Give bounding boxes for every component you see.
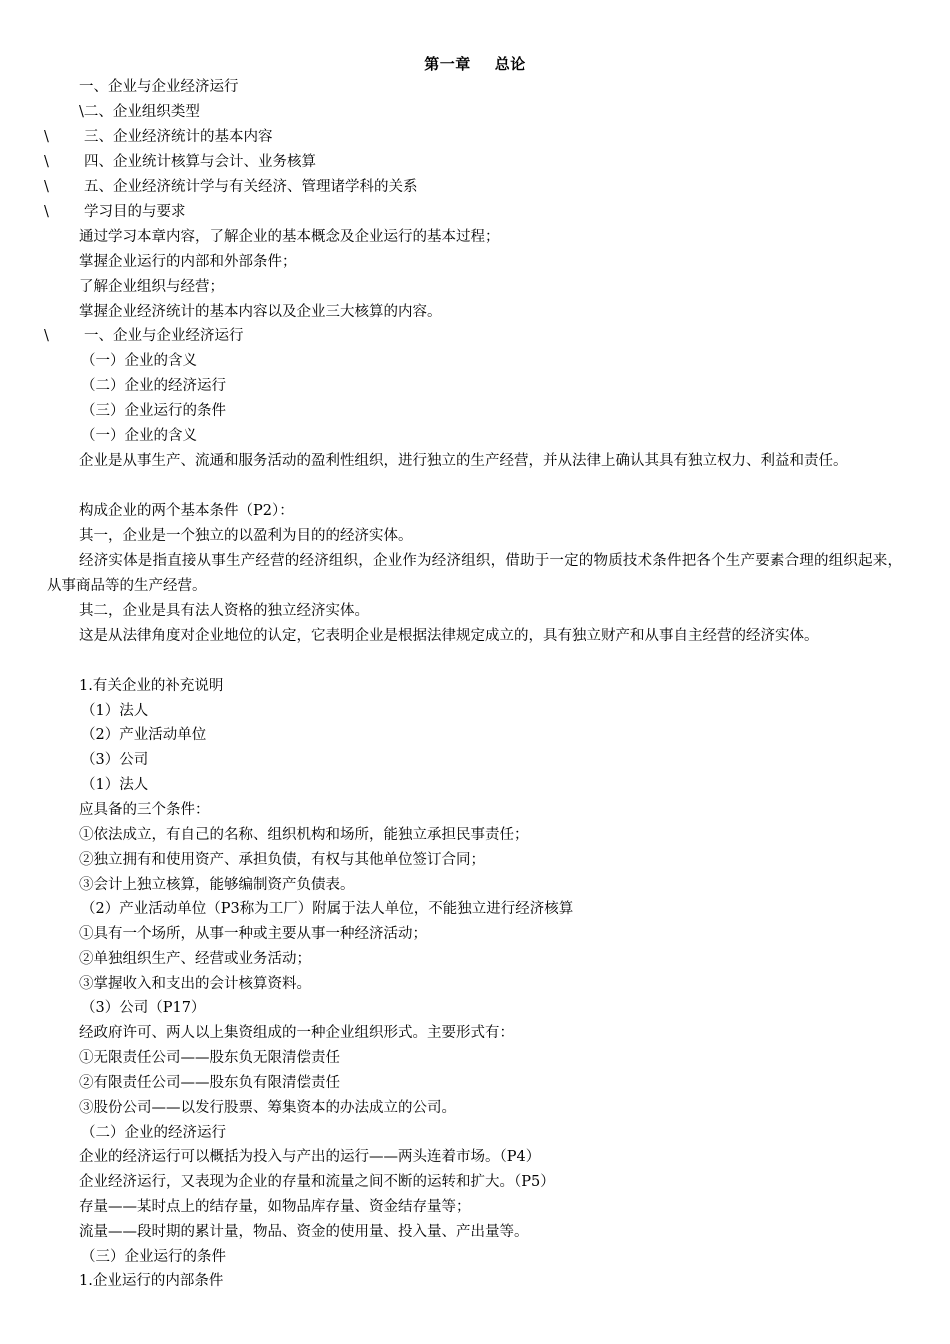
condition-one: 其一，企业是一个独立的以盈利为目的的经济实体。	[79, 528, 413, 544]
supplement-item: （3）公司	[81, 752, 149, 768]
company-heading: （3）公司（P17）	[81, 1000, 206, 1016]
conditions-intro: 构成企业的两个基本条件（P2）：	[79, 503, 294, 519]
goal-line: 掌握企业经济统计的基本内容以及企业三大核算的内容。	[79, 304, 442, 320]
operation-heading: （二）企业的经济运行	[81, 1125, 226, 1141]
stray-backslash: \	[44, 204, 49, 220]
legal-condition: ①依法成立，有自己的名称、组织机构和场所，能独立承担民事责任；	[79, 827, 529, 843]
stray-backslash: \	[44, 328, 49, 344]
legal-condition: ③会计上独立核算，能够编制资产负债表。	[79, 877, 355, 893]
section-heading: 一、企业与企业经济运行	[84, 328, 244, 344]
chapter-title	[0, 52, 950, 76]
run-conditions-heading: （三）企业运行的条件	[81, 1249, 226, 1265]
chapter-number: 第一章	[424, 55, 471, 73]
subsection-item: （二）企业的经济运行	[81, 378, 226, 394]
company-type: ①无限责任公司——股东负无限清偿责任	[79, 1050, 340, 1066]
internal-conditions-heading: 1.企业运行的内部条件	[79, 1273, 224, 1289]
supplement-item: （1）法人	[81, 703, 149, 719]
goal-line: 通过学习本章内容，了解企业的基本概念及企业运行的基本过程；	[79, 229, 500, 245]
activity-unit-item: ①具有一个场所，从事一种或主要从事一种经济活动；	[79, 926, 427, 942]
condition-two: 其二，企业是具有法人资格的独立经济实体。	[79, 603, 369, 619]
stray-backslash: \	[44, 179, 49, 195]
legal-condition: ②独立拥有和使用资产、承担负债，有权与其他单位签订合同；	[79, 852, 485, 868]
subsection-item: （一）企业的含义	[81, 353, 197, 369]
toc-item-3: 三、企业经济统计的基本内容	[84, 129, 273, 145]
economic-entity-paragraph: 经济实体是指直接从事生产经营的经济组织，企业作为经济组织，借助于一定的物质技术条件把各个生产要素合理的组织起来，从事商品等的生产经营。	[47, 553, 902, 594]
goal-line: 掌握企业运行的内部和外部条件；	[79, 254, 297, 270]
activity-unit-item: ③掌握收入和支出的会计核算资料。	[79, 976, 311, 992]
toc-item-2: \二、企业组织类型	[79, 104, 200, 120]
definition-paragraph: 企业是从事生产、流通和服务活动的盈利性组织，进行独立的生产经营，并从法律上确认其具有独立权力、利益和责任。	[79, 453, 848, 469]
legal-person-heading: （1）法人	[81, 777, 149, 793]
operation-line: 流量——段时期的累计量，物品、资金的使用量、投入量、产出量等。	[79, 1224, 529, 1240]
subsection-heading: （一）企业的含义	[81, 428, 197, 444]
toc-item-1: 一、企业与企业经济运行	[79, 79, 239, 95]
activity-unit-heading: （2）产业活动单位（P3称为工厂）附属于法人单位，不能独立进行经济核算	[81, 901, 574, 917]
toc-item-4: 四、企业统计核算与会计、业务核算	[84, 154, 316, 170]
company-type: ③股份公司——以发行股票、筹集资本的办法成立的公司。	[79, 1100, 456, 1116]
activity-unit-item: ②单独组织生产、经营或业务活动；	[79, 951, 311, 967]
supplement-heading: 1.有关企业的补充说明	[79, 678, 224, 694]
operation-line: 企业经济运行，又表现为企业的存量和流量之间不断的运转和扩大。（P5）	[79, 1174, 555, 1190]
toc-item-5: 五、企业经济统计学与有关经济、管理诸学科的关系	[84, 179, 418, 195]
operation-line: 存量——某时点上的结存量，如物品库存量、资金结存量等；	[79, 1199, 471, 1215]
legal-conditions-intro: 应具备的三个条件：	[79, 802, 210, 818]
stray-backslash: \	[44, 154, 49, 170]
stray-backslash: \	[44, 129, 49, 145]
chapter-name: 总论	[494, 55, 526, 73]
subsection-item: （三）企业运行的条件	[81, 403, 226, 419]
operation-line: 企业的经济运行可以概括为投入与产出的运行——两头连着市场。（P4）	[79, 1149, 541, 1165]
company-type: ②有限责任公司——股东负有限清偿责任	[79, 1075, 340, 1091]
toc-item-6: 学习目的与要求	[84, 204, 186, 220]
supplement-item: （2）产业活动单位	[81, 727, 207, 743]
company-intro: 经政府许可、两人以上集资组成的一种企业组织形式。主要形式有：	[79, 1025, 514, 1041]
goal-line: 了解企业组织与经营；	[79, 279, 224, 295]
legal-status-paragraph: 这是从法律角度对企业地位的认定，它表明企业是根据法律规定成立的，具有独立财产和从事自主经营的经济实体。	[79, 628, 819, 644]
